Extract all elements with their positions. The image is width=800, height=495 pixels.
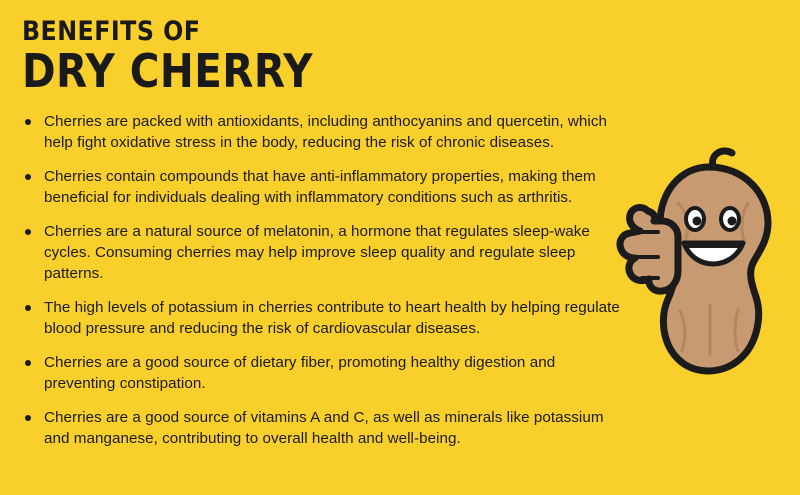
- list-item-text: Cherries are a good source of dietary fiber, promoting healthy digestion and preventing constipation.: [44, 354, 556, 393]
- list-item-text: Cherries contain compounds that have anti-inflammatory properties, making them beneficial for individuals dealing with inflammatory conditions such as arthritis.: [44, 168, 596, 207]
- peanut-mascot-thumbs-up-icon: [602, 145, 782, 385]
- bullet-icon: [25, 360, 31, 366]
- list-item-text: Cherries are a good source of vitamins A and C, as well as minerals like potassium and manganese, contributing to overall health and well-being.: [44, 409, 604, 447]
- bullet-icon: [25, 415, 31, 421]
- benefits-list: [22, 112, 622, 450]
- list-item: [22, 408, 622, 450]
- bullet-icon: [25, 229, 31, 235]
- title-block: [22, 16, 776, 99]
- list-item: [22, 298, 622, 340]
- list-item-text: Cherries are a natural source of melatonin, a hormone that regulates sleep-wake cycles. Consuming cherries may help improve sleep quality and regulate sleep patterns.: [44, 223, 590, 283]
- page-title-line-1: BENEFITS OF: [22, 16, 201, 47]
- bullet-icon: [25, 119, 31, 125]
- list-item: [22, 353, 622, 395]
- list-item-text: Cherries are packed with antioxidants, including anthocyanins and quercetin, which help fight oxidative stress in the body, reducing the risk of chronic diseases.: [44, 113, 607, 152]
- page-title-line-2: DRY CHERRY: [22, 44, 314, 99]
- list-item: [22, 167, 622, 209]
- list-item: [22, 112, 622, 154]
- bullet-icon: [25, 305, 31, 311]
- benefits-content: [22, 112, 622, 450]
- bullet-icon: [25, 174, 31, 180]
- list-item-text: The high levels of potassium in cherries contribute to heart health by helping regulate blood pressure and reducing the risk of cardiovascular diseases.: [44, 299, 620, 338]
- list-item: [22, 222, 622, 285]
